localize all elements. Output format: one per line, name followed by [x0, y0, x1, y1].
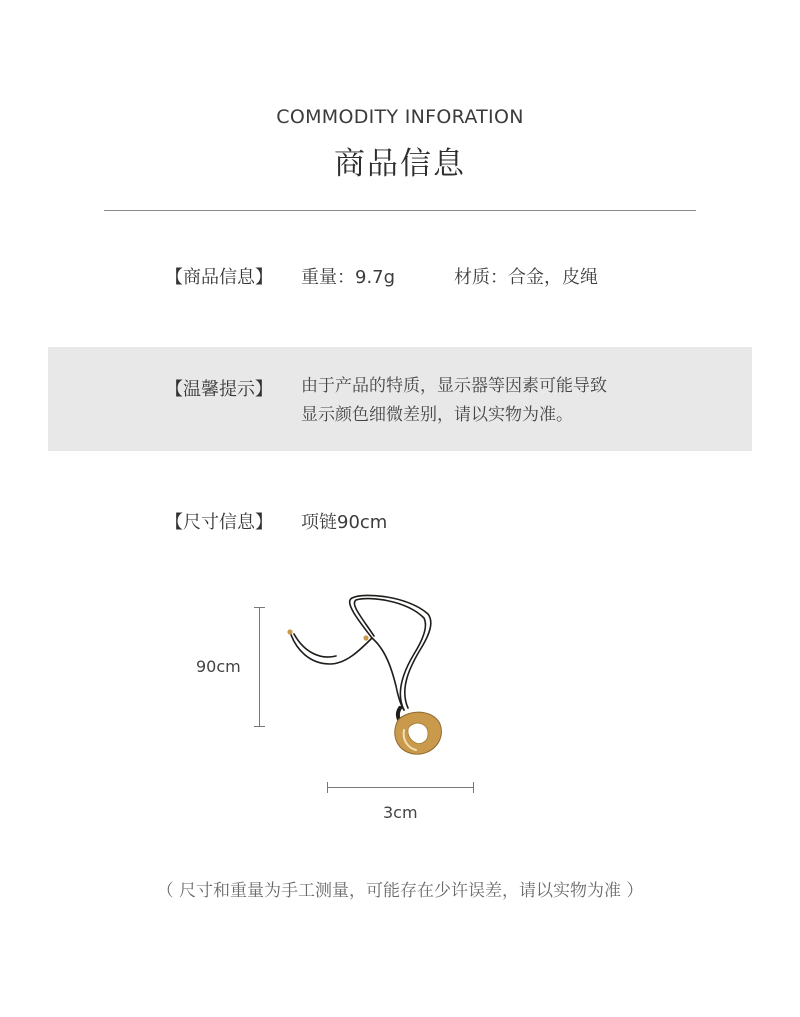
height-dimension-tick-top	[254, 607, 265, 608]
weight-value: 重量：9.7g	[301, 267, 396, 288]
width-dimension-line	[327, 787, 474, 788]
title-divider	[104, 210, 696, 211]
product-info-label: 【商品信息】	[165, 267, 273, 288]
page-title-chinese: 商品信息	[334, 146, 466, 182]
notice-line-1: 由于产品的特质，显示器等因素可能导致	[301, 376, 607, 396]
height-dimension-label: 90cm	[196, 657, 241, 676]
height-dimension-tick-bottom	[254, 726, 265, 727]
width-dimension-tick-right	[473, 782, 474, 793]
necklace-image	[280, 590, 460, 770]
page-title-english: COMMODITY INFORATION	[276, 106, 524, 128]
width-dimension-tick-left	[327, 782, 328, 793]
measurement-footnote: （ 尺寸和重量为手工测量，可能存在少许误差，请以实物为准 ）	[156, 881, 644, 901]
material-value: 材质：合金，皮绳	[454, 267, 598, 288]
size-value: 项链90cm	[301, 512, 388, 533]
notice-label: 【温馨提示】	[165, 379, 273, 400]
notice-line-2: 显示颜色细微差别，请以实物为准。	[301, 405, 573, 425]
size-info-label: 【尺寸信息】	[165, 512, 273, 533]
width-dimension-label: 3cm	[383, 803, 418, 822]
height-dimension-line	[259, 607, 260, 727]
